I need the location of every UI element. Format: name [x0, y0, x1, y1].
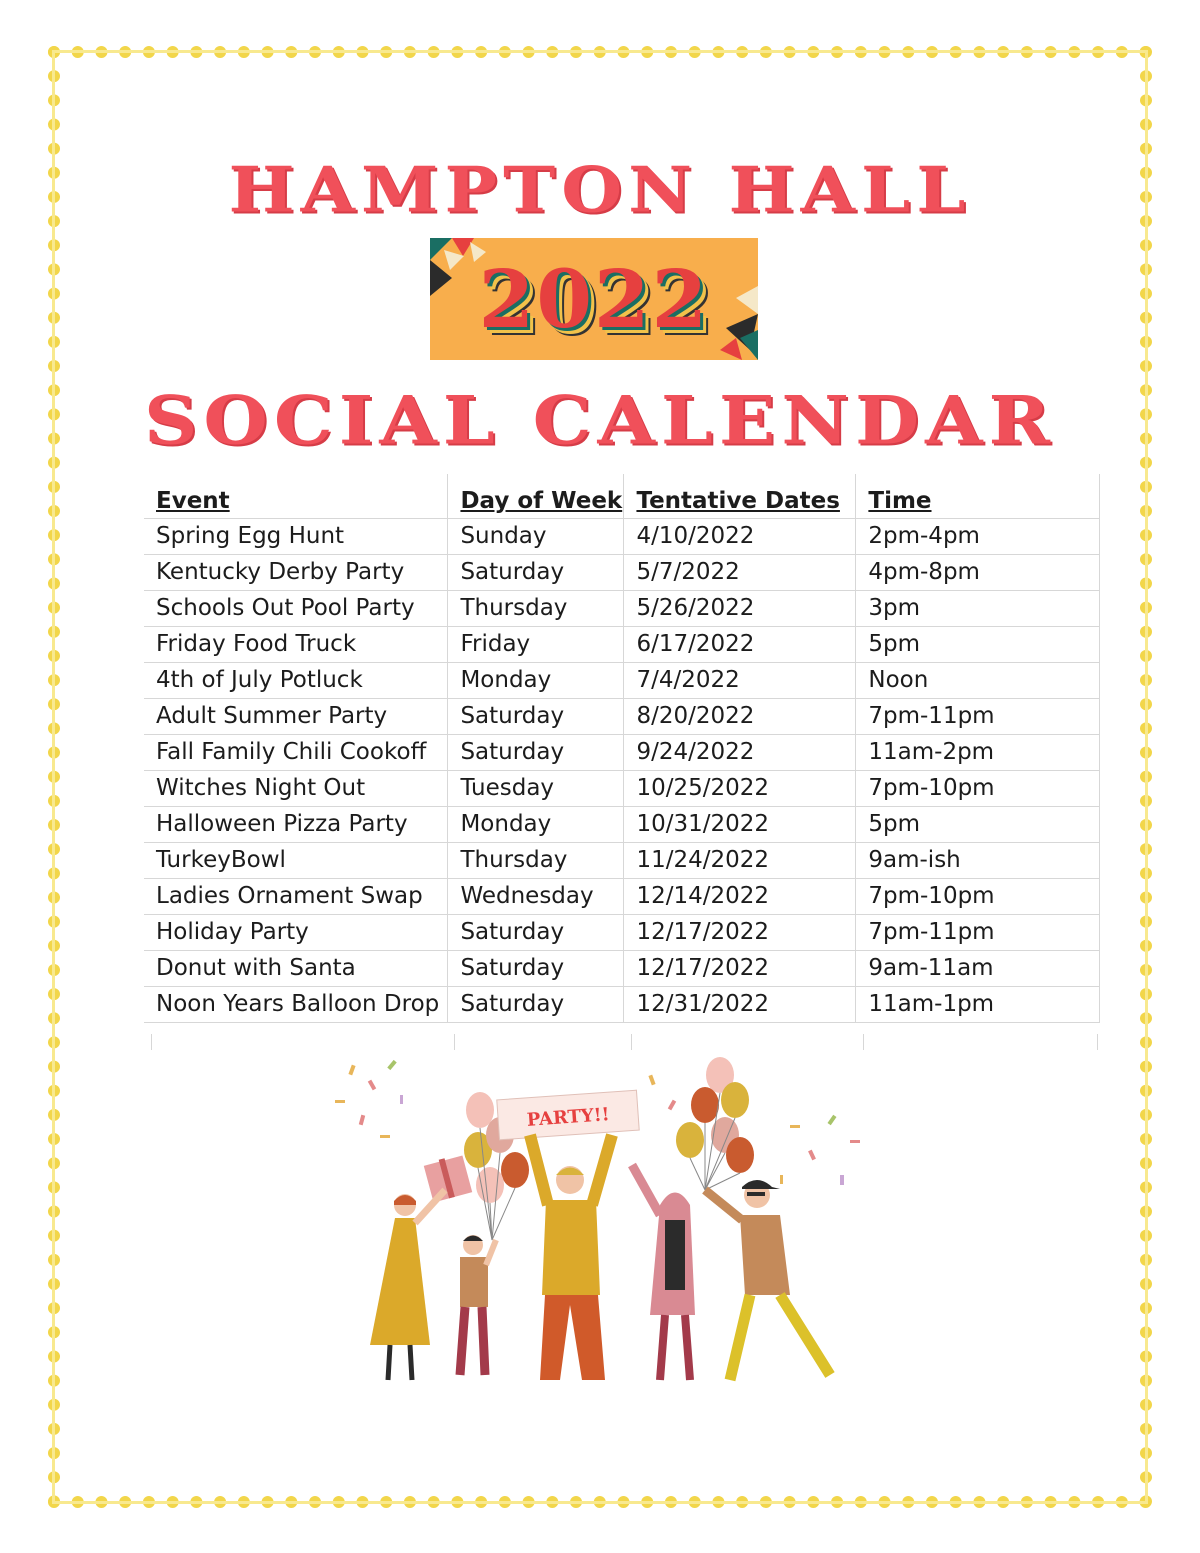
- time-cell: 9am-ish: [856, 842, 1100, 878]
- party-people-illustration: [320, 1055, 890, 1400]
- time-cell: 3pm: [856, 590, 1100, 626]
- year-badge: [430, 238, 758, 360]
- time-cell: 7pm-11pm: [856, 914, 1100, 950]
- event-cell: Noon Years Balloon Drop: [144, 986, 448, 1022]
- table-gridline: [454, 1034, 455, 1050]
- event-cell: Spring Egg Hunt: [144, 518, 448, 554]
- date-cell: 5/26/2022: [624, 590, 856, 626]
- event-cell: Halloween Pizza Party: [144, 806, 448, 842]
- table-row: [144, 806, 1100, 842]
- time-cell: Noon: [856, 662, 1100, 698]
- time-cell: 7pm-11pm: [856, 698, 1100, 734]
- table-row: [144, 986, 1100, 1022]
- day-cell: Tuesday: [448, 770, 624, 806]
- day-cell: Friday: [448, 626, 624, 662]
- date-cell: 7/4/2022: [624, 662, 856, 698]
- person-figure: [705, 1180, 830, 1380]
- event-cell: Witches Night Out: [144, 770, 448, 806]
- day-cell: Saturday: [448, 986, 624, 1022]
- column-header-day: Day of Week: [448, 474, 624, 518]
- day-cell: Saturday: [448, 698, 624, 734]
- day-cell: Saturday: [448, 914, 624, 950]
- date-cell: 4/10/2022: [624, 518, 856, 554]
- time-cell: 7pm-10pm: [856, 878, 1100, 914]
- column-header-time: Time: [856, 474, 1100, 518]
- page-title-social-calendar: SOCIAL CALENDAR: [143, 382, 1057, 460]
- year-text: 2022: [478, 252, 710, 346]
- time-cell: 5pm: [856, 626, 1100, 662]
- column-header-event: Event: [144, 474, 448, 518]
- time-cell: 11am-2pm: [856, 734, 1100, 770]
- time-cell: 11am-1pm: [856, 986, 1100, 1022]
- page-title-hampton-hall: HAMPTON HALL: [228, 152, 972, 227]
- time-cell: 7pm-10pm: [856, 770, 1100, 806]
- table-row: [144, 950, 1100, 986]
- day-cell: Wednesday: [448, 878, 624, 914]
- person-figure: [460, 1235, 496, 1375]
- table-row: [144, 554, 1100, 590]
- table-row: [144, 770, 1100, 806]
- table-row: [144, 698, 1100, 734]
- person-figure: [530, 1135, 612, 1380]
- day-cell: Monday: [448, 662, 624, 698]
- event-cell: Holiday Party: [144, 914, 448, 950]
- day-cell: Thursday: [448, 590, 624, 626]
- table-row: [144, 626, 1100, 662]
- day-cell: Monday: [448, 806, 624, 842]
- date-cell: 10/31/2022: [624, 806, 856, 842]
- date-cell: 11/24/2022: [624, 842, 856, 878]
- table-row: [144, 842, 1100, 878]
- person-figure: [632, 1165, 695, 1380]
- date-cell: 5/7/2022: [624, 554, 856, 590]
- time-cell: 9am-11am: [856, 950, 1100, 986]
- event-cell: 4th of July Potluck: [144, 662, 448, 698]
- day-cell: Saturday: [448, 734, 624, 770]
- date-cell: 12/17/2022: [624, 950, 856, 986]
- event-cell: TurkeyBowl: [144, 842, 448, 878]
- event-cell: Kentucky Derby Party: [144, 554, 448, 590]
- time-cell: 4pm-8pm: [856, 554, 1100, 590]
- party-banner: [497, 1090, 639, 1140]
- day-cell: Saturday: [448, 950, 624, 986]
- table-gridline: [863, 1034, 864, 1050]
- column-header-dates: Tentative Dates: [624, 474, 856, 518]
- table-header-row: [144, 474, 1100, 518]
- party-banner-text: PARTY!!: [526, 1104, 611, 1131]
- table-row: [144, 590, 1100, 626]
- day-cell: Sunday: [448, 518, 624, 554]
- table-row: [144, 734, 1100, 770]
- date-cell: 12/14/2022: [624, 878, 856, 914]
- table-gridline: [1097, 1034, 1098, 1050]
- balloons-icon: [676, 1057, 754, 1190]
- event-cell: Schools Out Pool Party: [144, 590, 448, 626]
- table-row: [144, 662, 1100, 698]
- date-cell: 9/24/2022: [624, 734, 856, 770]
- day-cell: Thursday: [448, 842, 624, 878]
- day-cell: Saturday: [448, 554, 624, 590]
- event-cell: Adult Summer Party: [144, 698, 448, 734]
- time-cell: 2pm-4pm: [856, 518, 1100, 554]
- table-row: [144, 878, 1100, 914]
- gift-icon: [424, 1155, 472, 1202]
- date-cell: 8/20/2022: [624, 698, 856, 734]
- date-cell: 12/17/2022: [624, 914, 856, 950]
- table-gridline: [631, 1034, 632, 1050]
- table-row: [144, 914, 1100, 950]
- event-cell: Fall Family Chili Cookoff: [144, 734, 448, 770]
- person-figure: [370, 1190, 445, 1380]
- table-gridline: [151, 1034, 152, 1050]
- date-cell: 6/17/2022: [624, 626, 856, 662]
- date-cell: 12/31/2022: [624, 986, 856, 1022]
- event-cell: Friday Food Truck: [144, 626, 448, 662]
- event-cell: Donut with Santa: [144, 950, 448, 986]
- date-cell: 10/25/2022: [624, 770, 856, 806]
- events-table: [144, 474, 1100, 1023]
- table-row: [144, 518, 1100, 554]
- time-cell: 5pm: [856, 806, 1100, 842]
- event-cell: Ladies Ornament Swap: [144, 878, 448, 914]
